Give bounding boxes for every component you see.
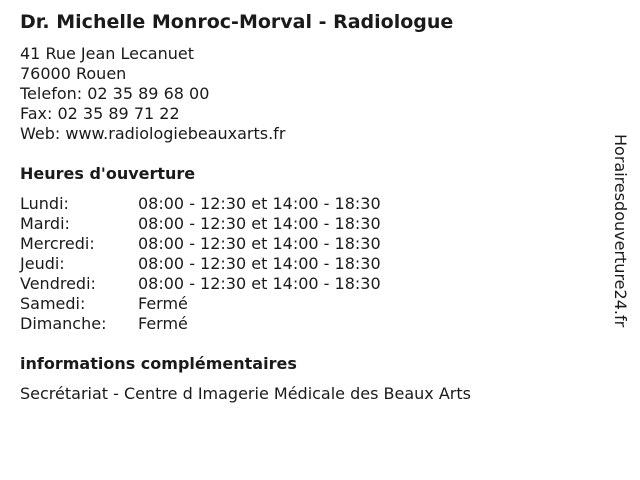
web-text: Web: www.radiologiebeauxarts.fr: [20, 124, 286, 143]
time-value: 08:00 - 12:30 et 14:00 - 18:30: [138, 234, 381, 253]
hours-heading: Heures d'ouverture: [20, 164, 196, 183]
time-value: 08:00 - 12:30 et 14:00 - 18:30: [138, 194, 381, 213]
time-value: 08:00 - 12:30 et 14:00 - 18:30: [138, 214, 381, 233]
time-value: 08:00 - 12:30 et 14:00 - 18:30: [138, 274, 381, 293]
hours-list: [20, 194, 381, 334]
day-label: Jeudi:: [20, 254, 65, 273]
phone-text: Telefon: 02 35 89 68 00: [20, 84, 210, 103]
info-heading: informations complémentaires: [20, 354, 297, 373]
hours-row-monday: [20, 194, 381, 214]
day-label: Mardi:: [20, 214, 70, 233]
page-title: Dr. Michelle Monroc-Morval - Radiologue: [20, 11, 454, 33]
hours-row-friday: [20, 274, 381, 294]
hours-row-sunday: [20, 314, 381, 334]
hours-row-thursday: [20, 254, 381, 274]
day-label: Dimanche:: [20, 314, 107, 333]
time-value: 08:00 - 12:30 et 14:00 - 18:30: [138, 254, 381, 273]
city-text: 76000 Rouen: [20, 64, 127, 83]
day-label: Vendredi:: [20, 274, 96, 293]
address-block: [20, 44, 285, 144]
fax-text: Fax: 02 35 89 71 22: [20, 104, 180, 123]
day-label: Mercredi:: [20, 234, 95, 253]
hours-row-saturday: [20, 294, 381, 314]
time-value: Fermé: [138, 314, 188, 333]
side-watermark-text: Horairesdouverture24.fr: [611, 134, 630, 328]
info-text: Secrétariat - Centre d Imagerie Médicale des Beaux Arts: [20, 384, 471, 403]
hours-row-tuesday: [20, 214, 381, 234]
time-value: Fermé: [138, 294, 188, 313]
hours-row-wednesday: [20, 234, 381, 254]
street-text: 41 Rue Jean Lecanuet: [20, 44, 194, 63]
day-label: Lundi:: [20, 194, 69, 213]
day-label: Samedi:: [20, 294, 86, 313]
